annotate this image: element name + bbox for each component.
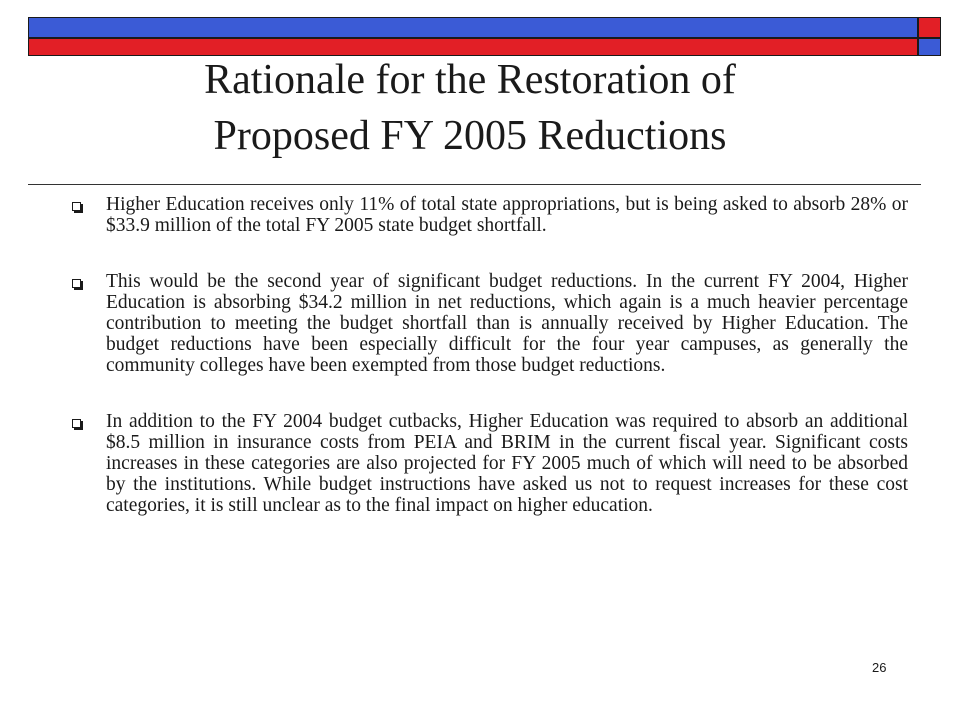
bullet-item-3 <box>62 411 908 516</box>
header-blue-square <box>918 38 941 56</box>
bullet-text-3: In addition to the FY 2004 budget cutbacks, Higher Education was required to absorb an additional $8.5 million in insurance costs from PEIA and BRIM in the current fiscal year. Significant costs increases in these categories are also projected for FY 2005 much of which will need to be absorbed by the institutions. While budget instructions have asked us not to request increases for these cost categories, it is still unclear as to the final impact on higher education. <box>106 411 908 516</box>
header-red-square <box>918 17 941 38</box>
bullet-text-1: Higher Education receives only 11% of total state appropriations, but is being asked to absorb 28% or $33.9 million of the total FY 2005 state budget shortfall. <box>106 194 908 236</box>
header-blue-bar <box>28 17 918 38</box>
bullet-text-2: This would be the second year of significant budget reductions. In the current FY 2004, Higher Education is absorbing $34.2 million in net reductions, which again is a much heavier percentage contribution to meeting the budget shortfall than is annually received by Higher Education. The budget reductions have been especially difficult for the four year campuses, as generally the community colleges have been exempted from those budget reductions. <box>106 271 908 376</box>
slide-title <box>30 52 910 164</box>
slide-title-line-1: Rationale for the Restoration of <box>204 57 736 103</box>
hollow-square-bullet-icon <box>72 279 81 288</box>
hollow-square-bullet-icon <box>72 202 81 211</box>
bullet-list <box>62 194 908 551</box>
hollow-square-bullet-icon <box>72 419 81 428</box>
page-number: 26 <box>872 660 887 675</box>
slide-title-line-2: Proposed FY 2005 Reductions <box>213 113 727 159</box>
title-divider <box>28 184 921 185</box>
bullet-item-2 <box>62 271 908 376</box>
bullet-item-1 <box>62 194 908 236</box>
